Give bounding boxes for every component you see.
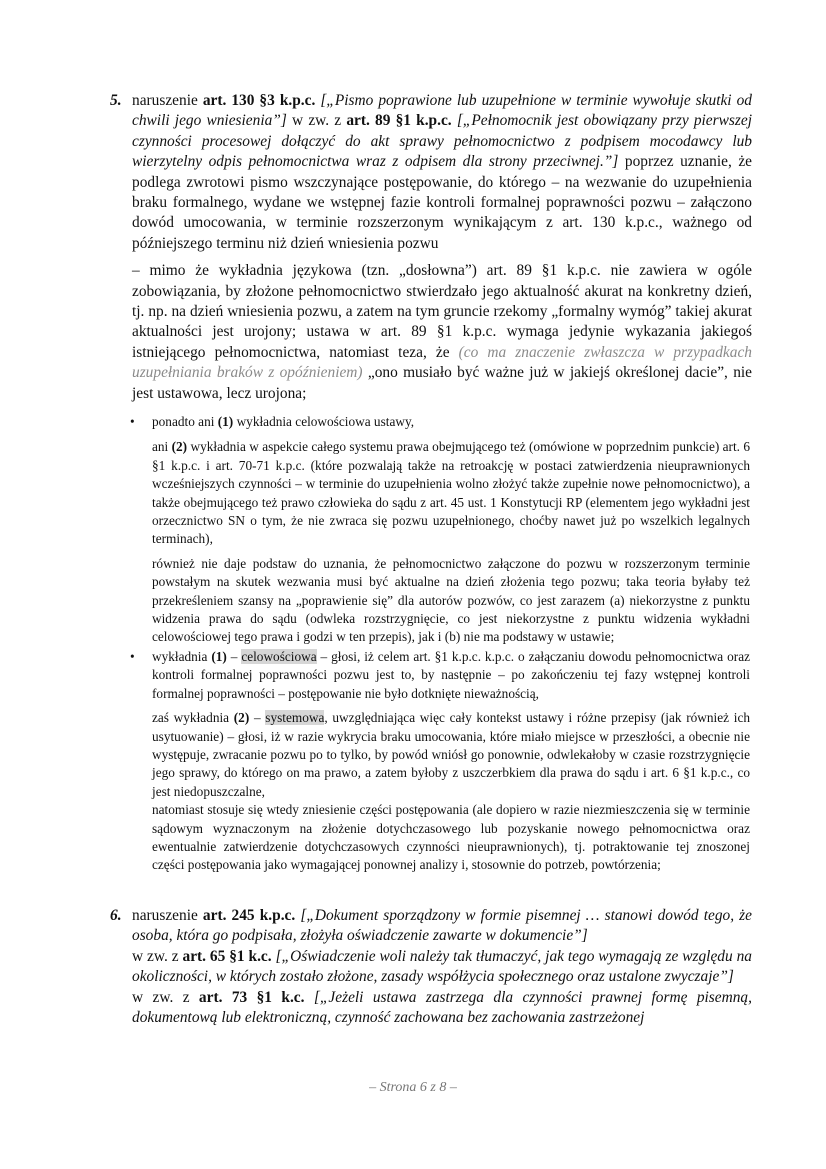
paragraph xyxy=(152,648,750,703)
text: wykładnia w aspekcie całego systemu prawa obejmującego też (omówione w poprzednim punkcie) art. 6 §1 k.p.c. i art. 70-71 k.p.c. (które pozwalają także na retroakcję w postaci zatwierdzenia nieuprawnionych wcześniejszych czynności – w terminie do uzupełnienia wolno złożyć także zupełnie nowe pełnomocnictwo), a także obejmującego też prawo człowieka do sądu z art. 45 ust. 1 Konstytucji RP (elementem jego wykładni jest orzecznictwo SN o tym, że nie zwraca się pozwu uzupełnionego, choćby nawet już po wszelkich legalnych terminach), xyxy=(152,439,750,547)
paragraph xyxy=(152,709,750,801)
paragraph xyxy=(152,413,750,431)
highlighted-term: systemowa xyxy=(265,710,325,726)
paragraph: natomiast stosuje się wtedy zniesienie części postępowania (ale dopiero w razie niezmieszczenia się w terminie sądowym wyznaczonym na złożenie dotychczasowego lub pozyskanie nowego pełnomocnictwa oraz ewentualnie zatwierdzenie dotychczasowych czynności nieuprawnionych), tj. potraktowanie tej znoszonej części postępowania jako wymagającej ponownej analizy i, stosownie do potrzeb, powtórzenia; xyxy=(152,802,750,873)
quote: [„Oświadczenie woli należy tak tłumaczyć, jak tego wymagają ze względu na okoliczności, w których zostało złożone, zasady współżycia społecznego oraz ustalone zwyczaje”] xyxy=(132,947,752,986)
bullet-icon: • xyxy=(130,414,135,429)
label: (2) xyxy=(171,439,188,455)
gray-note: (co ma znaczenie zwłaszcza w przypadkach uzupełniania braków z opóźnieniem) xyxy=(132,343,752,382)
quote: [„Pełnomocnik jest obowiązany przy pierwszej czynności procesowej dołączyć do akt sprawy pełnomocnictwo z podpisem mocodawcy lub wierzytelny odpis pełnomocnictwa wraz z odpisem dla strony przeciwnej.”] xyxy=(132,112,752,171)
bullet-item xyxy=(130,648,751,875)
text: – głosi, iż celem art. §1 k.p.c. k.p.c. o załączaniu dowodu pełnomocnictwa oraz kontroli formalnej poprawności pozwu jest to, by następnie – po zakończeniu tej fazy wstępnej kontroli formalnej poprawności – postępowanie nie było dotknięte nieważnością, xyxy=(152,649,751,701)
paragraph xyxy=(132,261,752,404)
bullet-icon: • xyxy=(130,649,135,664)
quote: [„Pismo poprawione lub uzupełnione w terminie wywołuje skutki od chwili jego wniesienia”] xyxy=(132,92,752,130)
text: zaś wykładnia xyxy=(152,710,234,726)
article-ref: art. 89 §1 k.p.c. xyxy=(346,112,452,130)
text: w zw. z xyxy=(132,988,199,1006)
highlighted-term: celowościowa xyxy=(241,649,317,664)
text: , uwzględniająca więc cały kontekst ustawy i różne przepisy (jak również ich usytuowanie) – głosi, iż w razie wykrycia braku umocowania, które miało miejsce w przeszłości, a obecnie nie występuje, zwracanie pozwu po to tylko, by powód wniósł go ponownie, odwlekałoby w czasie rozstrzygnięcie jego sprawy, do którego on ma prawo, a zatem byłoby z uszczerbkiem dla prawa do sądu i art. 6 §1 k.p.c., co jest niedopuszczalne, xyxy=(152,710,750,799)
item-number: 5. xyxy=(110,92,122,109)
paragraph xyxy=(132,906,752,947)
bullet-item xyxy=(130,413,750,647)
article-ref: art. 73 §1 k.c. xyxy=(198,988,305,1006)
text: w zw. z xyxy=(286,112,347,130)
text: naruszenie xyxy=(132,907,203,924)
quote: [„Dokument sporządzony w formie pisemnej … stanowi dowód tego, że osoba, która go podpisała, złożyła oświadczenie zawarte w dokumencie”] xyxy=(132,907,753,945)
item-number: 6. xyxy=(110,907,122,924)
label: (2) xyxy=(233,710,250,726)
article-ref: art. 245 k.p.c. xyxy=(202,907,296,924)
text: – xyxy=(226,649,242,664)
text: „ono musiało być ważne już w jakiejś określonej dacie”, nie jest ustawowa, lecz urojona; xyxy=(132,364,752,402)
paragraph: również nie daje podstaw do uznania, że pełnomocnictwo załączone do pozwu w rozszerzonym terminie powstałym na skutek wezwania musi być aktualne na dzień złożenia tego pozwu; taka teoria byłaby też przekreśleniem szansy na „poprawienie się” dla autorów pozwów, co jest zarazem (a) niekorzystne z punktu widzenia prawa do sądu (odwleka rozstrzygnięcie, co jest niekorzystne z punktu widzenia wykładni celowościowej tego prawa i godzi w ten przepis), jak i (b) nie ma podstawy w ustawie; xyxy=(152,555,750,645)
page-footer: – Strona 6 z 8 – xyxy=(369,1080,457,1095)
text: wykładnia xyxy=(152,649,212,664)
text: ponadto ani xyxy=(152,414,218,429)
article-ref: art. 130 §3 k.p.c. xyxy=(202,92,316,109)
list-item-5 xyxy=(110,91,752,404)
label: (1) xyxy=(211,649,227,664)
list-item-6 xyxy=(110,906,753,1028)
paragraph xyxy=(132,947,752,988)
text: wykładnia celowościowa ustawy, xyxy=(233,414,415,429)
label: (1) xyxy=(217,414,234,429)
paragraph xyxy=(132,988,752,1029)
paragraph xyxy=(152,438,750,548)
quote: [„Jeżeli ustawa zastrzega dla czynności prawnej formę pisemną, dokumentową lub elektroniczną, czynność zachowana bez zachowania zastrzeżonej xyxy=(132,988,752,1027)
text: – mimo że wykładnia językowa (tzn. „dosłowna”) art. 89 §1 k.p.c. nie zawiera w ogóle zobowiązania, by złożone pełnomocnictwo stwierdzało jego aktualność akurat na konkretny dzień, tj. np. na dzień wniesienia pozwu, a zatem na tym gruncie rzekomy „formalny wymóg” takiej akurat aktualności jest urojony; ustawa w art. 89 §1 k.p.c. wymaga jedynie wykazania jakiegoś istniejącego pełnomocnictwa, natomiast teza, że xyxy=(132,262,752,361)
text: poprzez uznanie, że podlega zwrotowi pismo wszczynające postępowanie, do którego – na wezwanie do uzupełnienia braku formalnego, wydane we wstępnej fazie kontroli formalnej poprawności pozwu – załączono dowód umocowania, w terminie rozszerzonym wynikającym z art. 130 k.p.c., ważnego od późniejszego terminu niż dzień wniesienia pozwu xyxy=(132,153,752,252)
text: naruszenie xyxy=(132,92,203,109)
text: ani xyxy=(152,439,172,455)
text: w zw. z xyxy=(132,947,183,965)
paragraph xyxy=(132,91,752,254)
text: – xyxy=(249,710,266,726)
article-ref: art. 65 §1 k.c. xyxy=(182,947,272,965)
